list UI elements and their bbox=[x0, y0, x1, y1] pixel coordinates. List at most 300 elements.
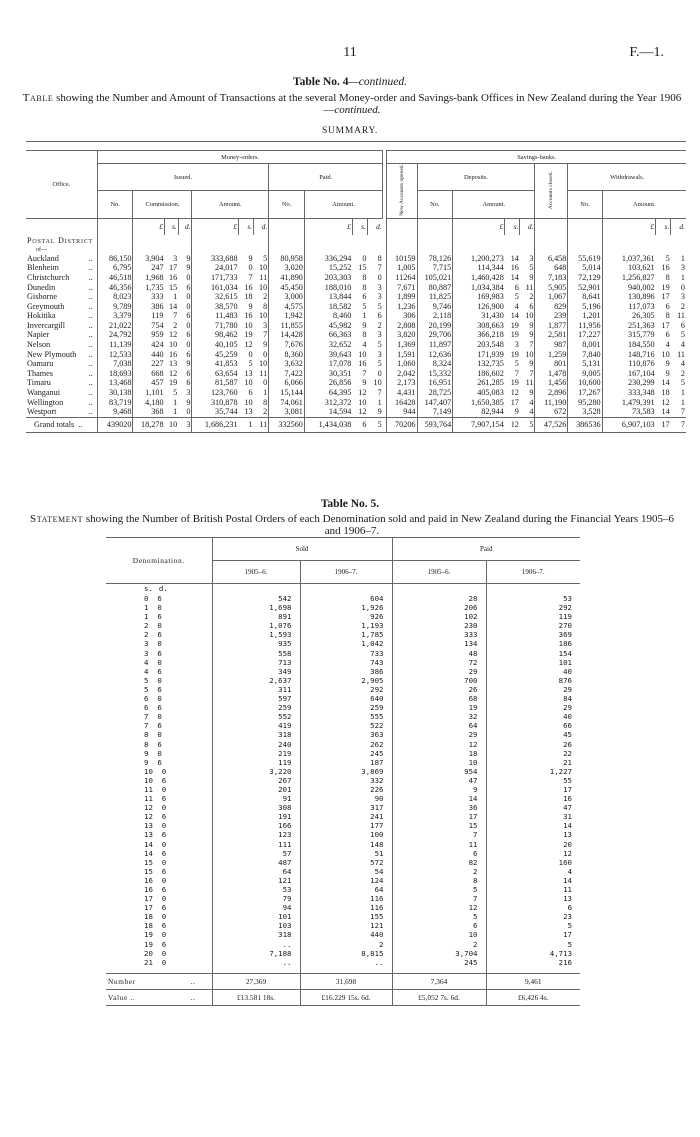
cell-withdrawals-no: 1,201 bbox=[568, 311, 602, 321]
cell-issued-amount-s: 16 bbox=[244, 311, 253, 321]
cell-new-accounts: 1,369 bbox=[387, 340, 417, 350]
blank-cell bbox=[304, 246, 352, 254]
cell-deposits-no: 16,951 bbox=[417, 378, 453, 388]
paid-1906-cell: 101 bbox=[486, 658, 580, 667]
cell-deposits-no: 28,725 bbox=[417, 388, 453, 398]
office-label: Nelson bbox=[27, 340, 51, 350]
grand-totals-text: Grand totals bbox=[34, 419, 75, 429]
cell-issued-amount-s: 5 bbox=[248, 359, 253, 369]
cell-paid-amount-d: 0 bbox=[377, 368, 382, 378]
table-row bbox=[26, 378, 686, 388]
denomination-row bbox=[106, 867, 580, 876]
cell-paid-amount-d: 8 bbox=[377, 253, 382, 263]
denomination: 7 0 bbox=[144, 712, 162, 722]
denomination: 19 0 bbox=[144, 930, 167, 940]
cell-deposits-no: 12,636 bbox=[417, 350, 453, 360]
leader-dots: .. bbox=[190, 992, 196, 1002]
office-label: Thames bbox=[27, 368, 53, 378]
blank-cell bbox=[505, 235, 520, 246]
blank-cell bbox=[239, 235, 254, 246]
paid-1906-cell: 45 bbox=[486, 730, 580, 739]
number-row bbox=[106, 973, 580, 989]
units-row bbox=[26, 218, 686, 235]
office-label: Gisborne bbox=[27, 292, 58, 302]
cell-commission-pounds: 1,101 bbox=[133, 388, 165, 398]
cell-issued-amount-pounds: 333,688 bbox=[192, 254, 239, 264]
cell-issued-amount-d: 8 bbox=[263, 397, 268, 407]
unit-cell bbox=[97, 218, 133, 235]
denomination-row bbox=[106, 840, 580, 849]
cell-issued-amount-pounds: 310,878 bbox=[192, 398, 239, 408]
denomination: 4 0 bbox=[144, 657, 162, 667]
of-row bbox=[26, 246, 686, 254]
paid-1905-cell: 7 bbox=[392, 830, 486, 839]
sold-1905-cell: 3,220 bbox=[212, 767, 300, 776]
blank-cell bbox=[352, 246, 367, 254]
cell-paid-amount-s: 10 bbox=[358, 397, 367, 407]
sold-1905-cell: 219 bbox=[212, 749, 300, 758]
office-name bbox=[26, 292, 97, 302]
value-row-value: £5,052 7s. 6d. bbox=[392, 989, 486, 1005]
document-reference: F.—1. bbox=[629, 45, 664, 60]
cell-paid-no: 7,422 bbox=[269, 369, 305, 379]
leader-dots: .. bbox=[88, 263, 93, 273]
cell-paid-no: 3,000 bbox=[269, 292, 305, 302]
sold-1905-cell: 111 bbox=[212, 840, 300, 849]
cell-withdrawals-amount-s: 18 bbox=[661, 388, 670, 398]
paid-1905-cell: 72 bbox=[392, 658, 486, 667]
cell-accounts-closed: 1,478 bbox=[535, 369, 568, 379]
cell-withdrawals-amount-pounds: 184,550 bbox=[602, 340, 655, 350]
cell-issued-amount-pounds: 35,744 bbox=[192, 407, 239, 417]
cell-issued-no: 6,795 bbox=[97, 263, 133, 273]
cell-issued-amount-d: 10 bbox=[259, 282, 268, 292]
paid-1906-cell: 12 bbox=[486, 849, 580, 858]
cell-withdrawals-no: 8,641 bbox=[568, 292, 602, 302]
cell-deposits-no: 11,897 bbox=[417, 340, 453, 350]
cell-commission-pounds: 247 bbox=[133, 263, 165, 273]
cell-issued-amount-s: 13 bbox=[244, 368, 253, 378]
sold-1905-cell: 121 bbox=[212, 876, 300, 885]
col-withdrawals-no: No. bbox=[568, 191, 602, 218]
table4-top-rule bbox=[26, 141, 686, 142]
cell-paid-amount-d: 9 bbox=[377, 407, 382, 417]
denomination: 2 6 bbox=[144, 630, 162, 640]
cell-paid-no: 3,632 bbox=[269, 359, 305, 369]
col-sold: Sold bbox=[212, 538, 392, 561]
sold-1906-cell: 116 bbox=[300, 894, 392, 903]
paid-1905-cell: 6 bbox=[392, 849, 486, 858]
cell-issued-amount-s: 10 bbox=[244, 320, 253, 330]
paid-1905-cell: 333 bbox=[392, 630, 486, 639]
paid-1905-cell: 82 bbox=[392, 858, 486, 867]
cell-commission-s: 1 bbox=[173, 407, 178, 417]
denomination: 15 6 bbox=[144, 866, 167, 876]
cell-paid-no: 1,942 bbox=[269, 311, 305, 321]
cell-issued-amount-pounds: 38,570 bbox=[192, 302, 239, 312]
cell-deposits-no: 147,407 bbox=[417, 398, 453, 408]
cell-paid-amount-pounds: 15,252 bbox=[304, 263, 352, 273]
number-row-value: 27,369 bbox=[212, 973, 300, 989]
total-issued-amount-pounds: 1,686,231 bbox=[192, 417, 239, 432]
cell-commission-pounds: 1,968 bbox=[133, 273, 165, 283]
leader-dots: .. bbox=[88, 311, 93, 321]
cell-issued-amount-pounds: 41,853 bbox=[192, 359, 239, 369]
total-paid-no: 332560 bbox=[269, 417, 305, 432]
denomination-row bbox=[106, 812, 580, 821]
sold-1905-cell: 79 bbox=[212, 894, 300, 903]
office-label: Hokitika bbox=[27, 311, 56, 321]
cell-withdrawals-amount-d: 6 bbox=[680, 320, 685, 330]
denomination: 9 6 bbox=[144, 757, 162, 767]
cell-deposits-no: 7,149 bbox=[417, 407, 453, 417]
cell-issued-amount-d: 0 bbox=[263, 378, 268, 388]
cell-paid-amount-pounds: 203,303 bbox=[304, 273, 352, 283]
cell-accounts-closed: 1,456 bbox=[535, 378, 568, 388]
office-name bbox=[26, 311, 97, 321]
paid-1905-cell: 5 bbox=[392, 912, 486, 921]
leader-dots: .. bbox=[88, 282, 93, 292]
cell-commission-s: 5 bbox=[173, 388, 178, 398]
unit-cell: d. bbox=[367, 218, 382, 235]
denomination: 11 0 bbox=[144, 784, 167, 794]
cell-deposits-no: 2,118 bbox=[417, 311, 453, 321]
denomination-row bbox=[106, 794, 580, 803]
paid-1905-cell: 26 bbox=[392, 685, 486, 694]
blank-cell bbox=[178, 235, 192, 246]
sold-1906-cell: 363 bbox=[300, 730, 392, 739]
denomination: 2 0 bbox=[144, 621, 162, 631]
cell-commission-d: 6 bbox=[186, 368, 191, 378]
blank-cell bbox=[239, 246, 254, 254]
cell-deposits-amount-d: 9 bbox=[529, 330, 534, 340]
sold-1905-cell: 318 bbox=[212, 730, 300, 739]
cell-issued-amount-pounds: 171,733 bbox=[192, 273, 239, 283]
paid-1905-cell: 3,704 bbox=[392, 949, 486, 958]
cell-withdrawals-amount-s: 14 bbox=[661, 407, 670, 417]
cell-deposits-amount-d: 11 bbox=[525, 282, 534, 292]
cell-issued-amount-s: 7 bbox=[248, 272, 253, 282]
cell-deposits-amount-d: 10 bbox=[525, 311, 534, 321]
cell-commission-d: 0 bbox=[186, 301, 191, 311]
table-row bbox=[26, 254, 686, 264]
cell-paid-amount-s: 10 bbox=[358, 349, 367, 359]
office-name bbox=[26, 302, 97, 312]
denomination-row bbox=[106, 712, 580, 721]
office-name bbox=[26, 273, 97, 283]
blank-cell bbox=[367, 246, 382, 254]
cell-issued-amount-d: 10 bbox=[259, 263, 268, 273]
postal-district-label: Postal District bbox=[27, 235, 94, 245]
sold-1906-cell: 2 bbox=[300, 940, 392, 949]
cell-issued-amount-pounds: 161,034 bbox=[192, 283, 239, 293]
cell-deposits-amount-s: 3 bbox=[514, 340, 519, 350]
col-sold-1906: 1906–7. bbox=[300, 561, 392, 584]
cell-paid-no: 8,360 bbox=[269, 350, 305, 360]
paid-1906-cell: 84 bbox=[486, 694, 580, 703]
denomination-row bbox=[106, 785, 580, 794]
cell-accounts-closed: 5,905 bbox=[535, 283, 568, 293]
cell-paid-amount-s: 8 bbox=[362, 272, 367, 282]
office-label: Auckland bbox=[27, 253, 59, 263]
sold-1906-cell: 332 bbox=[300, 776, 392, 785]
cell-withdrawals-amount-d: 0 bbox=[680, 282, 685, 292]
unit-cell: s. bbox=[165, 218, 179, 235]
col-paid-no: No. bbox=[269, 191, 305, 218]
col-paid-1906: 1906–7. bbox=[486, 561, 580, 584]
paid-1906-cell: 47 bbox=[486, 803, 580, 812]
cell-issued-no: 46,518 bbox=[97, 273, 133, 283]
denomination: 21 0 bbox=[144, 957, 167, 967]
total-withdrawals-no: 386536 bbox=[568, 417, 602, 432]
cell-deposits-amount-s: 14 bbox=[510, 253, 519, 263]
cell-commission-d: 0 bbox=[186, 340, 191, 350]
paid-1905-cell: 19 bbox=[392, 703, 486, 712]
denomination: 17 0 bbox=[144, 894, 167, 904]
leader-dots: .. bbox=[88, 253, 93, 263]
paid-1905-cell: 11 bbox=[392, 840, 486, 849]
cell-deposits-amount-pounds: 171,939 bbox=[453, 350, 505, 360]
sold-1905-cell: 259 bbox=[212, 703, 300, 712]
blank-cell bbox=[453, 246, 505, 254]
leader-dots: .. bbox=[88, 301, 93, 311]
sold-1905-cell: 91 bbox=[212, 794, 300, 803]
cell-deposits-amount-d: 4 bbox=[529, 407, 534, 417]
paid-1906-cell: 4 bbox=[486, 867, 580, 876]
cell-paid-amount-s: 4 bbox=[362, 340, 367, 350]
denomination: 18 0 bbox=[144, 912, 167, 922]
paid-1906-cell: 6 bbox=[486, 903, 580, 912]
denomination: 8 0 bbox=[144, 730, 162, 740]
cell-withdrawals-amount-pounds: 1,037,361 bbox=[602, 254, 655, 264]
denomination-row bbox=[106, 703, 580, 712]
cell-withdrawals-amount-d: 4 bbox=[680, 359, 685, 369]
sold-1905-cell: 123 bbox=[212, 830, 300, 839]
sold-1906-cell: 2,905 bbox=[300, 676, 392, 685]
grand-totals-label bbox=[26, 417, 97, 432]
sold-1905-cell: 552 bbox=[212, 712, 300, 721]
denomination-row bbox=[106, 667, 580, 676]
cell-issued-amount-d: 2 bbox=[263, 292, 268, 302]
cell-deposits-amount-s: 5 bbox=[514, 359, 519, 369]
office-name bbox=[26, 359, 97, 369]
cell-commission-s: 13 bbox=[169, 359, 178, 369]
cell-commission-pounds: 386 bbox=[133, 302, 165, 312]
cell-deposits-amount-pounds: 1,200,273 bbox=[453, 254, 505, 264]
cell-issued-amount-pounds: 63,654 bbox=[192, 369, 239, 379]
office-name bbox=[26, 407, 97, 417]
sold-1905-cell: 267 bbox=[212, 776, 300, 785]
cell-paid-amount-pounds: 13,844 bbox=[304, 292, 352, 302]
cell-deposits-amount-d: 7 bbox=[529, 340, 534, 350]
paid-1906-cell: 13 bbox=[486, 830, 580, 839]
cell-commission-s: 12 bbox=[169, 368, 178, 378]
table-row bbox=[26, 369, 686, 379]
unit-cell bbox=[417, 218, 453, 235]
cell-accounts-closed: 1,877 bbox=[535, 321, 568, 331]
cell-paid-amount-s: 8 bbox=[362, 330, 367, 340]
cell-withdrawals-no: 11,956 bbox=[568, 321, 602, 331]
paid-1905-cell: 14 bbox=[392, 794, 486, 803]
cell-deposits-amount-d: 9 bbox=[529, 359, 534, 369]
cell-issued-no: 18,693 bbox=[97, 369, 133, 379]
cell-deposits-no: 105,021 bbox=[417, 273, 453, 283]
cell-withdrawals-amount-d: 5 bbox=[680, 330, 685, 340]
table5-title: Table No. 5. bbox=[320, 498, 380, 510]
cell-withdrawals-amount-pounds: 117,073 bbox=[602, 302, 655, 312]
office-label: New Plymouth bbox=[27, 349, 77, 359]
cell-deposits-amount-pounds: 1,034,384 bbox=[453, 283, 505, 293]
cell-deposits-amount-d: 2 bbox=[529, 292, 534, 302]
col-withdrawals: Withdrawals. bbox=[568, 164, 686, 191]
cell-accounts-closed: 239 bbox=[535, 311, 568, 321]
table4-title: Table No. 4—continued. bbox=[293, 76, 407, 88]
cell-withdrawals-no: 5,196 bbox=[568, 302, 602, 312]
denomination: 10 6 bbox=[144, 775, 167, 785]
cell-issued-amount-d: 9 bbox=[263, 340, 268, 350]
sold-1906-cell: 292 bbox=[300, 685, 392, 694]
total-deposits-amount-pounds: 7,907,154 bbox=[453, 417, 505, 432]
cell-commission-s: 1 bbox=[173, 292, 178, 302]
sold-1906-cell: 100 bbox=[300, 830, 392, 839]
cell-withdrawals-amount-s: 8 bbox=[665, 311, 670, 321]
cell-deposits-amount-pounds: 405,083 bbox=[453, 388, 505, 398]
cell-deposits-amount-s: 19 bbox=[510, 378, 519, 388]
cell-paid-amount-pounds: 312,372 bbox=[304, 398, 352, 408]
unit-cell: £ bbox=[133, 218, 165, 235]
cell-commission-d: 0 bbox=[186, 292, 191, 302]
cell-withdrawals-amount-s: 6 bbox=[665, 301, 670, 311]
cell-issued-no: 9,789 bbox=[97, 302, 133, 312]
office-name bbox=[26, 378, 97, 388]
total-issued-no: 439020 bbox=[97, 417, 133, 432]
table-row bbox=[26, 330, 686, 340]
blank-cell bbox=[254, 235, 269, 246]
cell-deposits-amount-pounds: 186,602 bbox=[453, 369, 505, 379]
denomination-row bbox=[106, 740, 580, 749]
table4-subtitle: SUMMARY. bbox=[321, 126, 379, 136]
denomination: 20 0 bbox=[144, 948, 167, 958]
col-issued-no: No. bbox=[97, 191, 133, 218]
cell-issued-amount-pounds: 81,587 bbox=[192, 378, 239, 388]
cell-deposits-amount-pounds: 1,650,385 bbox=[453, 398, 505, 408]
cell-paid-amount-s: 6 bbox=[362, 292, 367, 302]
sold-1905-cell: 419 bbox=[212, 721, 300, 730]
cell-paid-amount-pounds: 8,460 bbox=[304, 311, 352, 321]
cell-commission-d: 6 bbox=[186, 330, 191, 340]
blank-cell bbox=[192, 246, 239, 254]
paid-1905-cell: 10 bbox=[392, 930, 486, 939]
cell-paid-amount-d: 5 bbox=[377, 340, 382, 350]
sold-1906-cell: 743 bbox=[300, 658, 392, 667]
cell-deposits-amount-s: 4 bbox=[514, 301, 519, 311]
cell-issued-amount-pounds: 11,483 bbox=[192, 311, 239, 321]
leader-dots: .. bbox=[190, 976, 196, 986]
cell-paid-no: 74,061 bbox=[269, 398, 305, 408]
sold-1906-cell: 54 bbox=[300, 867, 392, 876]
cell-issued-amount-d: 7 bbox=[263, 330, 268, 340]
cell-deposits-amount-pounds: 261,285 bbox=[453, 378, 505, 388]
cell-withdrawals-no: 95,280 bbox=[568, 398, 602, 408]
cell-new-accounts: 4,431 bbox=[387, 388, 417, 398]
sold-1906-cell: 572 bbox=[300, 858, 392, 867]
sold-1906-cell: 64 bbox=[300, 885, 392, 894]
cell-paid-no: 41,890 bbox=[269, 273, 305, 283]
cell-issued-amount-pounds: 71,780 bbox=[192, 321, 239, 331]
cell-deposits-amount-s: 9 bbox=[514, 407, 519, 417]
paid-1906-cell: 40 bbox=[486, 712, 580, 721]
denomination-row bbox=[106, 876, 580, 885]
paid-1905-cell: 2 bbox=[392, 940, 486, 949]
cell-deposits-amount-s: 7 bbox=[514, 368, 519, 378]
cell-withdrawals-amount-s: 6 bbox=[665, 330, 670, 340]
paid-1905-cell: 5 bbox=[392, 885, 486, 894]
unit-cell bbox=[535, 218, 568, 235]
cell-withdrawals-amount-d: 1 bbox=[680, 388, 685, 398]
blank-cell bbox=[535, 246, 568, 254]
cell-new-accounts: 11264 bbox=[387, 273, 417, 283]
total-issued-amount-d: 11 bbox=[254, 417, 269, 432]
blank-cell bbox=[602, 246, 655, 254]
office-name bbox=[26, 340, 97, 350]
cell-issued-amount-d: 8 bbox=[263, 301, 268, 311]
cell-paid-amount-pounds: 336,294 bbox=[304, 254, 352, 264]
col-denomination: Denomination. bbox=[106, 538, 212, 584]
paid-1906-cell: 11 bbox=[486, 885, 580, 894]
paid-1905-cell: 206 bbox=[392, 603, 486, 612]
office-name bbox=[26, 388, 97, 398]
denomination: 3 0 bbox=[144, 639, 162, 649]
denomination-row bbox=[106, 749, 580, 758]
cell-withdrawals-amount-pounds: 167,104 bbox=[602, 369, 655, 379]
cell-withdrawals-amount-d: 1 bbox=[680, 253, 685, 263]
cell-withdrawals-amount-pounds: 333,348 bbox=[602, 388, 655, 398]
cell-commission-s: 16 bbox=[169, 272, 178, 282]
cell-withdrawals-amount-pounds: 148,716 bbox=[602, 350, 655, 360]
leader-dots: .. bbox=[88, 407, 93, 417]
paid-1905-cell: 28 bbox=[392, 594, 486, 603]
paid-1905-cell: 230 bbox=[392, 621, 486, 630]
sold-1905-cell: 308 bbox=[212, 803, 300, 812]
paid-1906-cell: 160 bbox=[486, 858, 580, 867]
sold-1905-cell: 1,698 bbox=[212, 603, 300, 612]
sold-1905-cell: 53 bbox=[212, 885, 300, 894]
cell-commission-s: 14 bbox=[169, 301, 178, 311]
sold-1906-cell: 8,815 bbox=[300, 949, 392, 958]
unit-cell: d. bbox=[520, 218, 535, 235]
cell-paid-amount-pounds: 14,594 bbox=[304, 407, 352, 417]
paid-1905-cell: 954 bbox=[392, 767, 486, 776]
blank-cell bbox=[602, 235, 655, 246]
denomination-row bbox=[106, 949, 580, 958]
paid-1906-cell: 29 bbox=[486, 685, 580, 694]
blank-cell bbox=[453, 235, 505, 246]
cell-commission-s: 3 bbox=[173, 253, 178, 263]
cell-deposits-amount-pounds: 114,344 bbox=[453, 263, 505, 273]
cell-deposits-amount-pounds: 31,430 bbox=[453, 311, 505, 321]
value-row bbox=[106, 989, 580, 1005]
table-row bbox=[26, 302, 686, 312]
paid-1905-cell: 68 bbox=[392, 694, 486, 703]
cell-deposits-amount-pounds: 82,944 bbox=[453, 407, 505, 417]
cell-paid-amount-d: 7 bbox=[377, 388, 382, 398]
blank-cell bbox=[254, 246, 269, 254]
blank-cell bbox=[178, 246, 192, 254]
denomination: 12 0 bbox=[144, 803, 167, 813]
cell-commission-pounds: 424 bbox=[133, 340, 165, 350]
cell-commission-d: 0 bbox=[186, 320, 191, 330]
cell-deposits-amount-s: 5 bbox=[514, 292, 519, 302]
